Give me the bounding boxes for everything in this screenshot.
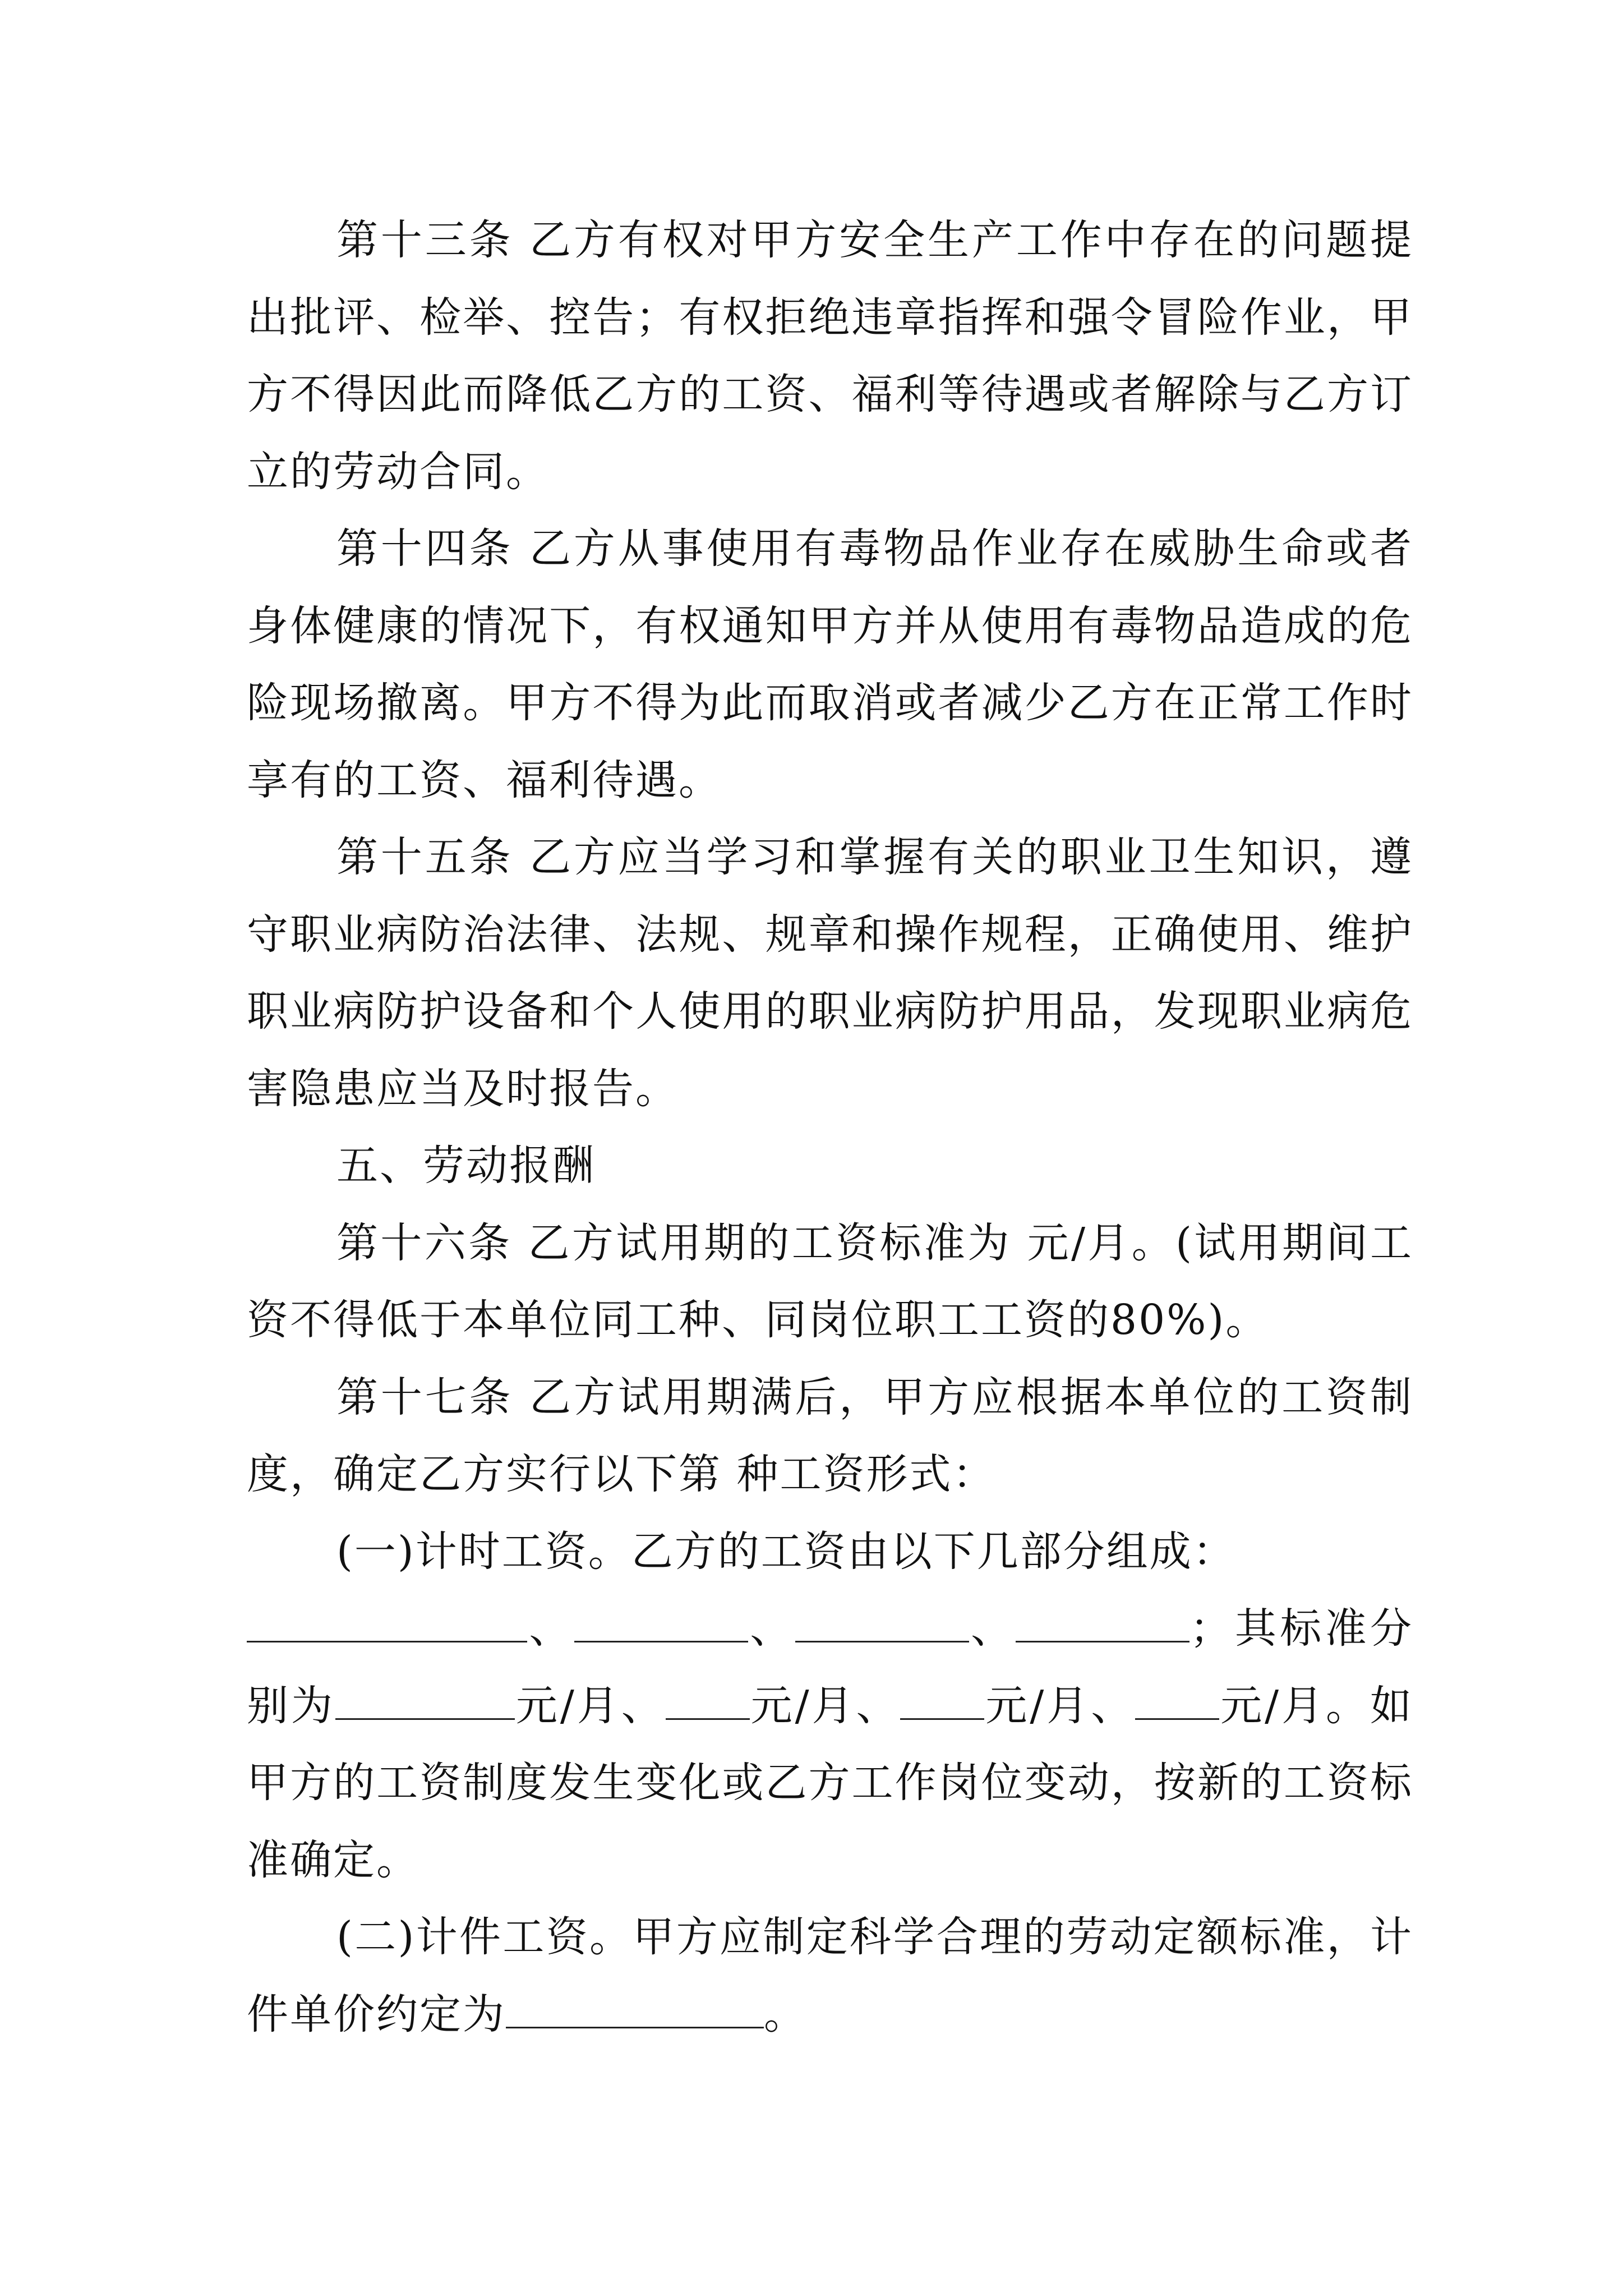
separator-comma: 、 — [621, 1681, 666, 1730]
blank-component-3[interactable] — [795, 1605, 969, 1642]
unit-text: 元/月 — [1219, 1681, 1326, 1730]
section-heading-labor-pay: 五、劳动报酬 — [336, 1142, 596, 1190]
article-15: 第十五条 乙方应当学习和掌握有关的职业卫生知识，遵守职业病防治法律、法规、规章和操作规程，正确使用、维护职业病防护设备和个人使用的职业病防护用品，发现职业病危害隐患应当及时报告。 — [247, 833, 1413, 1113]
item-1-end: 。 — [1326, 1681, 1370, 1730]
item-2-end: 。 — [764, 1990, 807, 2039]
blank-component-1[interactable] — [247, 1605, 527, 1642]
article-14: 第十四条 乙方从事使用有毒物品作业存在威胁生命或者身体健康的情况下，有权通知甲方并从使用有毒物品造成的危险现场撤离。甲方不得为此而取消或者减少乙方在正常工作时享有的工资、福利待遇。 — [247, 524, 1413, 804]
unit-text: 元/月 — [514, 1681, 621, 1730]
separator-comma: 、 — [527, 1604, 574, 1653]
blank-amount-1[interactable] — [335, 1682, 515, 1720]
blank-amount-4[interactable] — [1135, 1682, 1219, 1720]
article-16: 第十六条 乙方试用期的工资标准为 元/月。(试用期间工资不得低于本单位同工种、同岗位职工工资的80%)。 — [247, 1218, 1413, 1344]
item-1-components — [247, 1590, 1413, 1899]
separator-comma: 、 — [969, 1604, 1016, 1653]
separator-comma: 、 — [748, 1604, 795, 1653]
item-1-tail: 如甲方的工资制度发生变化或乙方工作岗位变动，按新的工资标准确定。 — [247, 1681, 1413, 1884]
document-body — [247, 202, 1413, 2053]
item-1-intro: (一)计时工资。乙方的工资由以下几部分组成： — [336, 1527, 1236, 1576]
blank-piece-price[interactable] — [506, 1991, 764, 2028]
item-2-text: (二)计件工资。甲方应制定科学合理的劳动定额标准，计件单价约定为 — [247, 1913, 1413, 2039]
article-13: 第十三条 乙方有权对甲方安全生产工作中存在的问题提出批评、检举、控告；有权拒绝违章指挥和强令冒险作业，甲方不得因此而降低乙方的工资、福利等待遇或者解除与乙方订立的劳动合同。 — [247, 216, 1413, 496]
blank-amount-2[interactable] — [666, 1682, 750, 1720]
item-1-mid-text: ；其标准分别为 — [247, 1604, 1414, 1730]
article-17: 第十七条 乙方试用期满后，甲方应根据本单位的工资制度，确定乙方实行以下第 种工资形式： — [247, 1373, 1413, 1498]
separator-comma: 、 — [856, 1681, 901, 1730]
blank-amount-3[interactable] — [900, 1682, 984, 1720]
item-2 — [247, 1899, 1413, 2053]
unit-text: 元/月 — [984, 1681, 1091, 1730]
blank-component-4[interactable] — [1016, 1605, 1189, 1642]
separator-comma: 、 — [1091, 1681, 1136, 1730]
unit-text: 元/月 — [749, 1681, 856, 1730]
blank-component-2[interactable] — [574, 1605, 748, 1642]
